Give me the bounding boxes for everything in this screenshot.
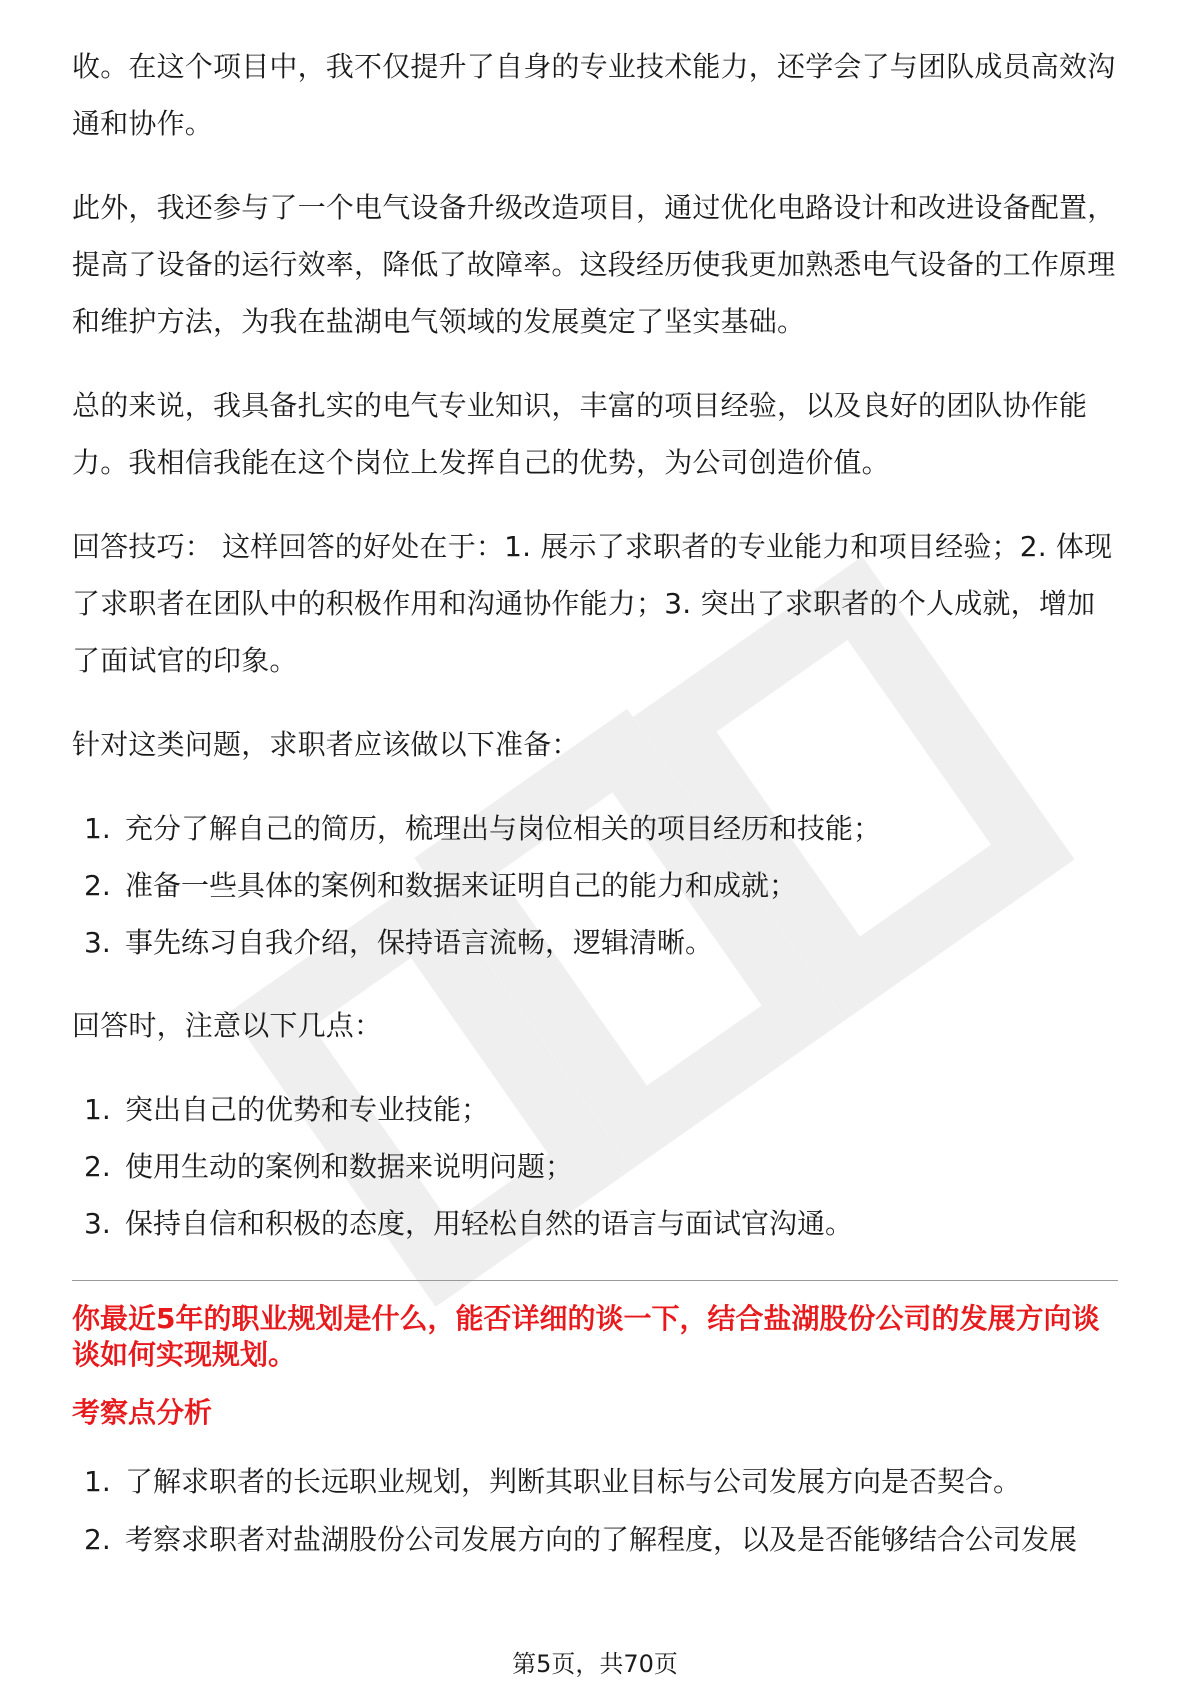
list-item: 1. 突出自己的优势和专业技能； (84, 1093, 490, 1126)
interview-question: 你最近5年的职业规划是什么，能否详细的谈一下，结合盐湖股份公司的发展方向谈谈如何实现规划。 (72, 1302, 1100, 1371)
analysis-heading: 考察点分析 (72, 1396, 213, 1429)
list-item: 2. 准备一些具体的案例和数据来证明自己的能力和成就； (84, 869, 798, 902)
list-item: 2. 使用生动的案例和数据来说明问题； (84, 1150, 574, 1183)
paragraph-answer-tips: 回答技巧： 这样回答的好处在于：1. 展示了求职者的专业能力和项目经验；2. 体现了求职者在团队中的积极作用和沟通协作能力；3. 突出了求职者的个人成就，增加了面试官的印象。 (72, 530, 1113, 677)
list-item: 1. 充分了解自己的简历，梳理出与岗位相关的项目经历和技能； (84, 812, 882, 845)
paragraph-upgrade-project: 此外，我还参与了一个电气设备升级改造项目，通过优化电路设计和改进设备配置，提高了设备的运行效率，降低了故障率。这段经历使我更加熟悉电气设备的工作原理和维护方法，为我在盐湖电气领域的发展奠定了坚实基础。 (72, 191, 1116, 338)
section-divider (72, 1280, 1118, 1281)
page-number: 第5页，共70页 (512, 1650, 678, 1678)
paragraph-continuation: 收。在这个项目中，我不仅提升了自身的专业技术能力，还学会了与团队成员高效沟通和协作。 (72, 50, 1116, 140)
list-item: 1. 了解求职者的长远职业规划，判断其职业目标与公司发展方向是否契合。 (84, 1465, 1022, 1498)
document-page (72, 38, 1118, 1595)
list-item: 3. 保持自信和积极的态度，用轻松自然的语言与面试官沟通。 (84, 1207, 854, 1240)
paragraph-prep-intro: 针对这类问题，求职者应该做以下准备： (72, 728, 580, 761)
analysis-list (72, 1453, 1118, 1569)
list-item: 2. 考察求职者对盐湖股份公司发展方向的了解程度，以及是否能够结合公司发展 (84, 1523, 1078, 1556)
prep-list (72, 800, 1118, 971)
paragraph-summary: 总的来说，我具备扎实的电气专业知识，丰富的项目经验，以及良好的团队协作能力。我相信我能在这个岗位上发挥自己的优势，为公司创造价值。 (72, 389, 1088, 479)
paragraph-attention-intro: 回答时，注意以下几点： (72, 1009, 383, 1042)
list-item: 3. 事先练习自我介绍，保持语言流畅，逻辑清晰。 (84, 926, 714, 959)
attention-list (72, 1081, 1118, 1252)
